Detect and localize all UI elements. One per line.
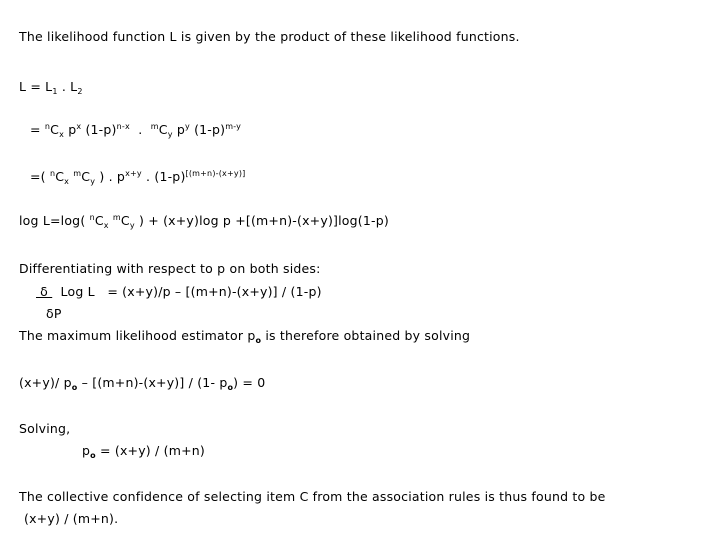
conclusion-result: (x+y) / (m+n).	[24, 511, 119, 526]
equation-likelihood-product: $L = L_1$ . $L_2$	[19, 79, 83, 96]
equation-log-likelihood: log L=log( $^nC_x$ $^mC_y$ ) + (x+y)log p +[(m+n)-(x+y)]log(1-p)	[19, 213, 389, 230]
derivative-denominator: δP	[46, 306, 62, 321]
differentiation-intro: Differentiating with respect to p on both sides:	[19, 261, 321, 276]
derivative-equation: δ Log L = (x+y)/p – [(m+n)-(x+y)] / (1-p)	[36, 284, 322, 299]
conclusion-text: The collective confidence of selecting item C from the association rules is thus found to be	[19, 489, 606, 504]
equation-combined: =( $^nC_x$ $^mC_y$ ) . $p^{x+y}$ . (1-p)[(m+n)-(x+y)]	[30, 169, 246, 186]
intro-text: The likelihood function L is given by the product of these likelihood functions.	[19, 29, 520, 44]
mle-statement: The maximum likelihood estimator $p_o$ is therefore obtained by solving	[19, 328, 471, 345]
delta-numerator: δ	[36, 284, 53, 299]
equation-expanded: = $^nC_x$ $p^x$ $(1-p)^{n-x}$ . $^mC_y$ $p^y$ $(1-p)^{m-y}$	[30, 122, 242, 139]
equation-mle: (x+y)/ $p_o - [(m+n)-(x+y)] / (1-$ $p_o) = 0$	[19, 375, 266, 392]
solution-equation: $p_o = (x+y) / (m+n)$	[82, 443, 205, 460]
solving-label: Solving,	[19, 421, 71, 436]
